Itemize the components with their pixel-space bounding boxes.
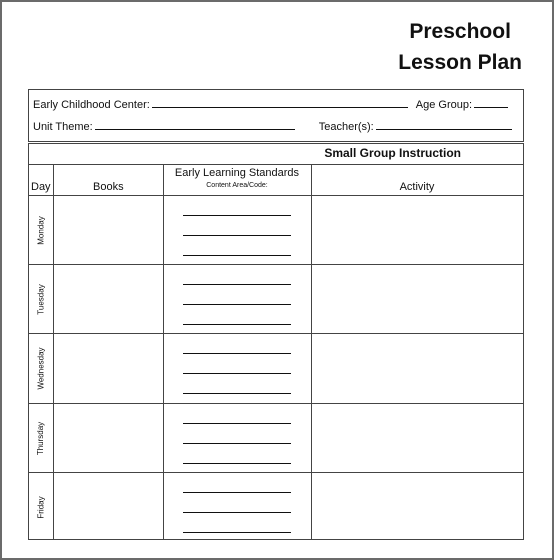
standard-field[interactable] (183, 463, 291, 464)
standard-field[interactable] (183, 423, 291, 424)
header-standards-sub: Content Area/Code: (206, 182, 268, 189)
info-box (28, 89, 524, 142)
day-name: Tuesday (36, 284, 46, 315)
table-banner (29, 144, 523, 165)
info-row-center (33, 93, 519, 111)
standard-field[interactable] (183, 443, 291, 444)
day-name: Thursday (36, 421, 46, 455)
standard-field[interactable] (183, 235, 291, 236)
standard-field[interactable] (183, 304, 291, 305)
header-activity: Activity (399, 181, 435, 193)
page-title (398, 16, 522, 78)
standard-field[interactable] (183, 373, 291, 374)
header-day: Day (31, 181, 51, 193)
day-label (29, 404, 53, 473)
header-books: Books (93, 181, 124, 193)
age-group-field[interactable] (474, 107, 508, 108)
info-row-theme (33, 115, 519, 133)
teacher-label: Teacher(s): (318, 121, 374, 133)
standard-field[interactable] (183, 353, 291, 354)
day-name: Wednesday (36, 347, 46, 391)
title-line-2: Lesson Plan (398, 51, 522, 74)
center-field[interactable] (152, 107, 408, 108)
banner-title: Small Group Instruction (324, 146, 461, 160)
day-name: Friday (36, 496, 46, 519)
day-label (29, 265, 53, 334)
day-label (29, 334, 53, 403)
day-name: Monday (36, 216, 46, 245)
standard-field[interactable] (183, 324, 291, 325)
table-row (29, 264, 523, 334)
theme-label: Unit Theme: (33, 121, 93, 133)
center-label: Early Childhood Center: (33, 99, 150, 111)
table-row (29, 472, 523, 542)
title-line-1: Preschool (409, 20, 511, 43)
schedule-table (28, 143, 524, 540)
standard-field[interactable] (183, 492, 291, 493)
day-label (29, 473, 53, 542)
day-label (29, 196, 53, 265)
standard-field[interactable] (183, 255, 291, 256)
standard-field[interactable] (183, 532, 291, 533)
table-row (29, 333, 523, 403)
standard-field[interactable] (183, 215, 291, 216)
standard-field[interactable] (183, 393, 291, 394)
table-row (29, 403, 523, 473)
table-row (29, 195, 523, 265)
standard-field[interactable] (183, 512, 291, 513)
theme-field[interactable] (95, 129, 295, 130)
age-group-label: Age Group: (415, 99, 473, 111)
standard-field[interactable] (183, 284, 291, 285)
header-standards: Early Learning Standards (174, 167, 300, 179)
teacher-field[interactable] (376, 129, 512, 130)
